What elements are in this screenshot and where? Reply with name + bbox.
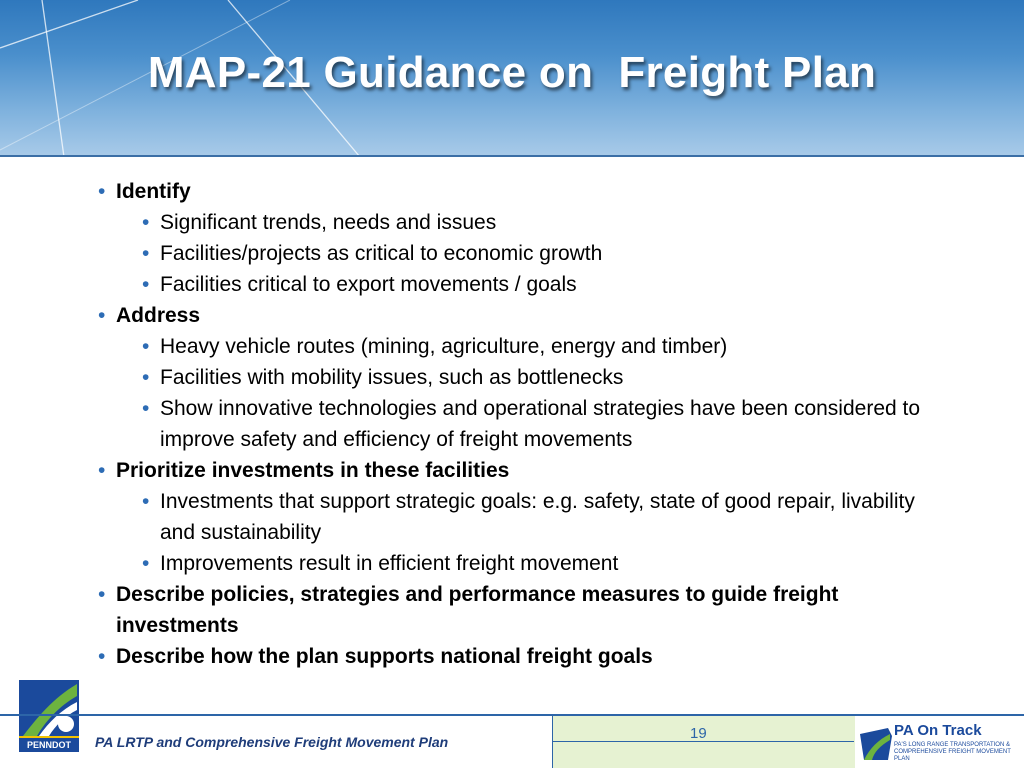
- sub-bullet-item: • Facilities critical to export movements / goals: [142, 269, 928, 300]
- footer-plan-title: PA LRTP and Comprehensive Freight Movement Plan: [95, 734, 449, 750]
- bullet-text: Describe policies, strategies and performance measures to guide freight investments: [116, 583, 839, 637]
- sub-bullet-item: • Improvements result in efficient freight movement: [142, 548, 928, 579]
- sub-bullet-list: [116, 331, 928, 455]
- bullet-text: Identify: [116, 180, 191, 203]
- keystone-icon: [858, 726, 892, 762]
- pa-on-track-logo-icon: [856, 718, 1024, 768]
- sub-bullet-item: • Show innovative technologies and operational strategies have been considered to improve safety and efficiency of freight movements: [142, 393, 928, 455]
- penndot-logo-icon: [19, 680, 79, 752]
- bullet-text: Address: [116, 304, 201, 327]
- penndot-swoosh-icon: [19, 680, 79, 738]
- bullet-text: Prioritize investments in these facilities: [116, 459, 510, 482]
- bullet-text: Describe how the plan supports national freight goals: [116, 645, 653, 668]
- bullet-describe-goals: [98, 641, 928, 672]
- sub-bullet-item: • Heavy vehicle routes (mining, agriculture, energy and timber): [142, 331, 928, 362]
- sub-bullet-item: • Facilities with mobility issues, such as bottlenecks: [142, 362, 928, 393]
- sub-bullet-item: • Investments that support strategic goals: e.g. safety, state of good repair, livability and sustainability: [142, 486, 928, 548]
- pa-on-track-title: PA On Track: [894, 722, 982, 739]
- sub-bullet-list: [116, 486, 928, 579]
- penndot-logo-label: PENNDOT: [19, 736, 79, 752]
- pa-on-track-subtitle: PA'S LONG RANGE TRANSPORTATION & COMPREHENSIVE FREIGHT MOVEMENT PLAN: [894, 742, 1011, 762]
- slide-title: MAP-21 Guidance on Freight Plan: [147, 48, 877, 97]
- sub-bullet-list: [116, 207, 928, 300]
- header-divider: [0, 155, 1024, 157]
- bullet-describe-policies: [98, 579, 928, 641]
- page-number: 19: [690, 725, 707, 742]
- bullet-prioritize: [98, 455, 928, 579]
- bullet-address: [98, 300, 928, 455]
- bullet-identify: [98, 176, 928, 300]
- bullet-list: [98, 176, 928, 672]
- slide-content: [98, 176, 928, 672]
- sub-bullet-item: • Significant trends, needs and issues: [142, 207, 928, 238]
- footer-divider: [0, 714, 1024, 716]
- footer-green-panel: [552, 716, 855, 768]
- slide-header: [0, 0, 1024, 157]
- sub-bullet-item: • Facilities/projects as critical to economic growth: [142, 238, 928, 269]
